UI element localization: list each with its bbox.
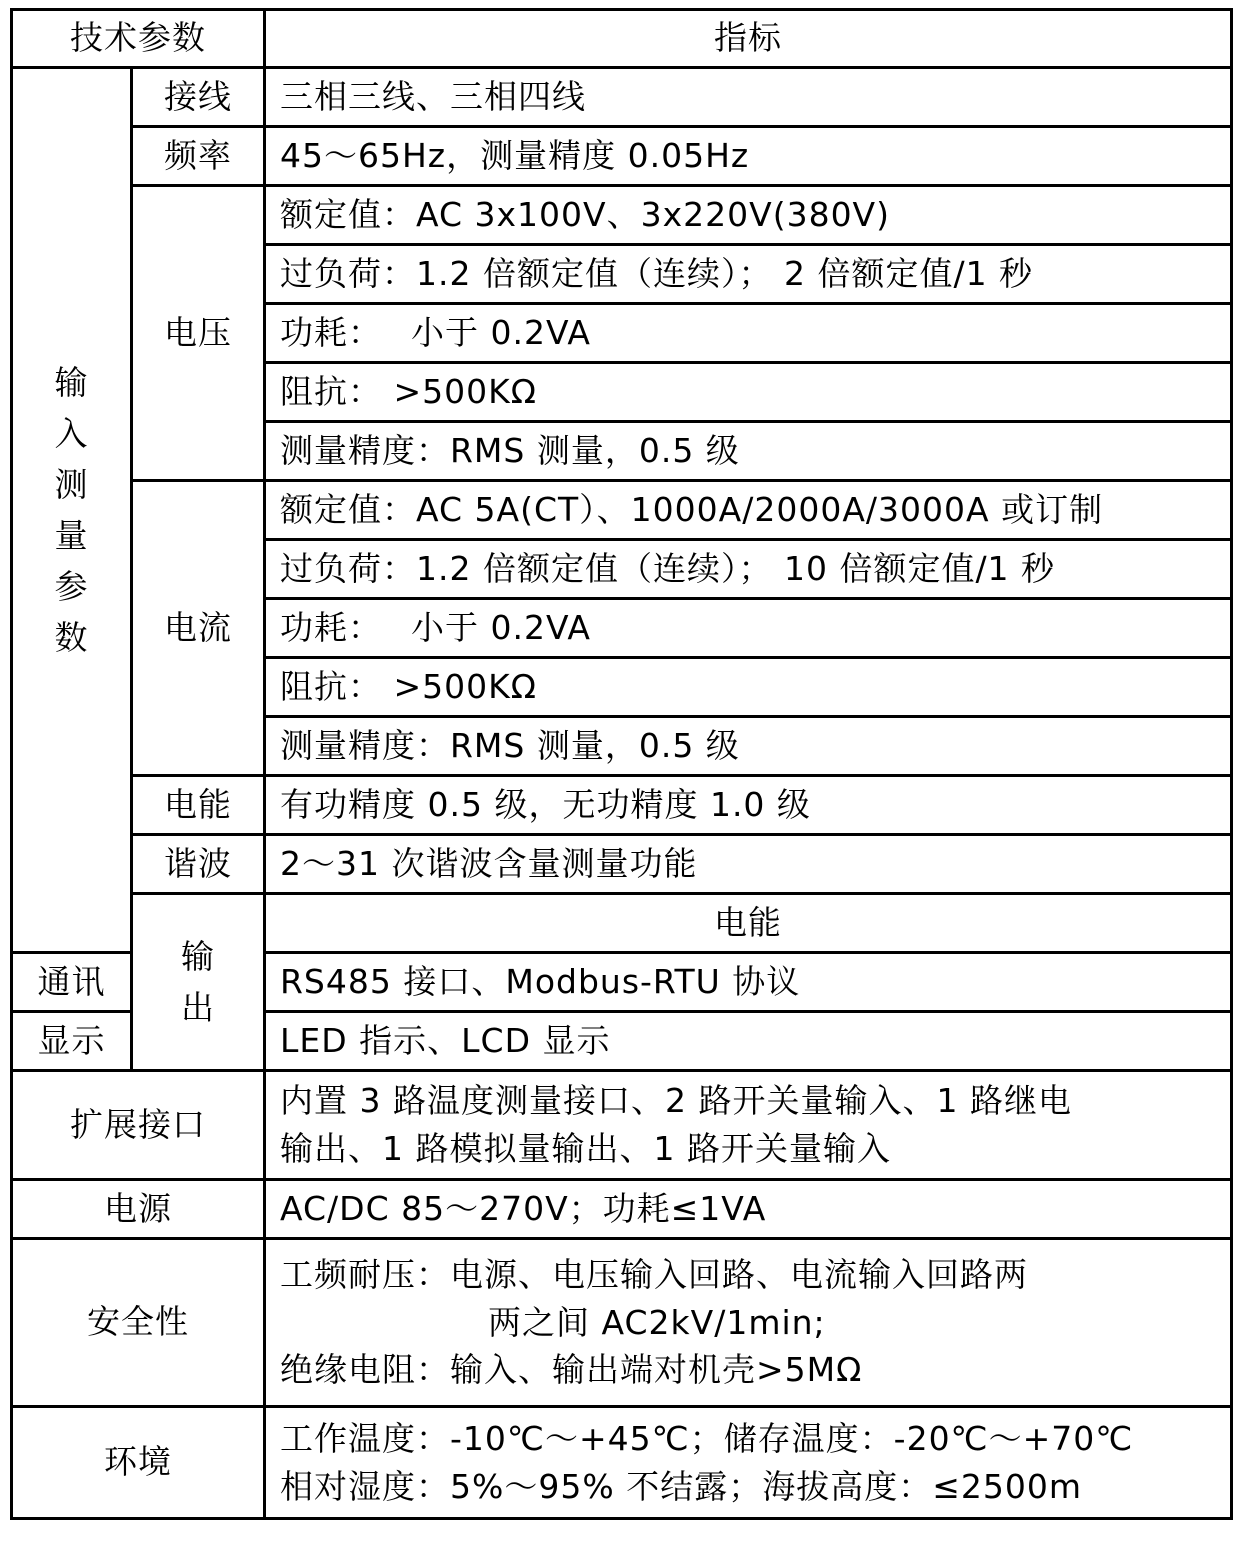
frequency-label: 频率 [132, 127, 265, 186]
current-impedance: 阻抗： >500KΩ [265, 658, 1232, 717]
power-label: 电源 [12, 1180, 265, 1239]
wiring-label: 接线 [132, 68, 265, 127]
energy-value: 有功精度 0.5 级，无功精度 1.0 级 [265, 776, 1232, 835]
current-overload: 过负荷：1.2 倍额定值（连续）； 10 倍额定值/1 秒 [265, 540, 1232, 599]
voltage-rated: 额定值：AC 3x100V、3x220V(380V) [265, 186, 1232, 245]
current-power: 功耗： 小于 0.2VA [265, 599, 1232, 658]
voltage-impedance: 阻抗： >500KΩ [265, 363, 1232, 422]
output-energy-label: 电能 [265, 894, 1232, 953]
expansion-label: 扩展接口 [12, 1071, 265, 1180]
energy-label: 电能 [132, 776, 265, 835]
display-label: 显示 [12, 1012, 132, 1071]
comm-value: RS485 接口、Modbus-RTU 协议 [265, 953, 1232, 1012]
environment-value: 工作温度：-10℃～+45℃；储存温度：-20℃～+70℃ 相对湿度：5%～95% 不结露；海拔高度：≤2500m [265, 1407, 1232, 1519]
comm-label: 通讯 [12, 953, 132, 1012]
voltage-accuracy: 测量精度：RMS 测量，0.5 级 [265, 422, 1232, 481]
wiring-value: 三相三线、三相四线 [265, 68, 1232, 127]
output-group-label: 输 出 [132, 894, 265, 1071]
safety-label: 安全性 [12, 1239, 265, 1407]
harmonic-label: 谐波 [132, 835, 265, 894]
expansion-value: 内置 3 路温度测量接口、2 路开关量输入、1 路继电 输出、1 路模拟量输出、1 路开关量输入 [265, 1071, 1232, 1180]
voltage-label: 电压 [132, 186, 265, 481]
display-value: LED 指示、LCD 显示 [265, 1012, 1232, 1071]
spec-table [10, 8, 1233, 1520]
environment-label: 环境 [12, 1407, 265, 1519]
voltage-overload: 过负荷：1.2 倍额定值（连续）； 2 倍额定值/1 秒 [265, 245, 1232, 304]
current-accuracy: 测量精度：RMS 测量，0.5 级 [265, 717, 1232, 776]
harmonic-value: 2～31 次谐波含量测量功能 [265, 835, 1232, 894]
safety-value: 工频耐压：电源、电压输入回路、电流输入回路两 两之间 AC2kV/1min; 绝缘电阻：输入、输出端对机壳>5MΩ [265, 1239, 1232, 1407]
current-label: 电流 [132, 481, 265, 776]
input-group-label: 输 入 测 量 参 数 [12, 68, 132, 953]
header-index: 指标 [265, 10, 1232, 68]
header-param: 技术参数 [12, 10, 265, 68]
voltage-power: 功耗： 小于 0.2VA [265, 304, 1232, 363]
frequency-value: 45～65Hz，测量精度 0.05Hz [265, 127, 1232, 186]
current-rated: 额定值：AC 5A(CT）、1000A/2000A/3000A 或订制 [265, 481, 1232, 540]
power-value: AC/DC 85～270V；功耗≤1VA [265, 1180, 1232, 1239]
